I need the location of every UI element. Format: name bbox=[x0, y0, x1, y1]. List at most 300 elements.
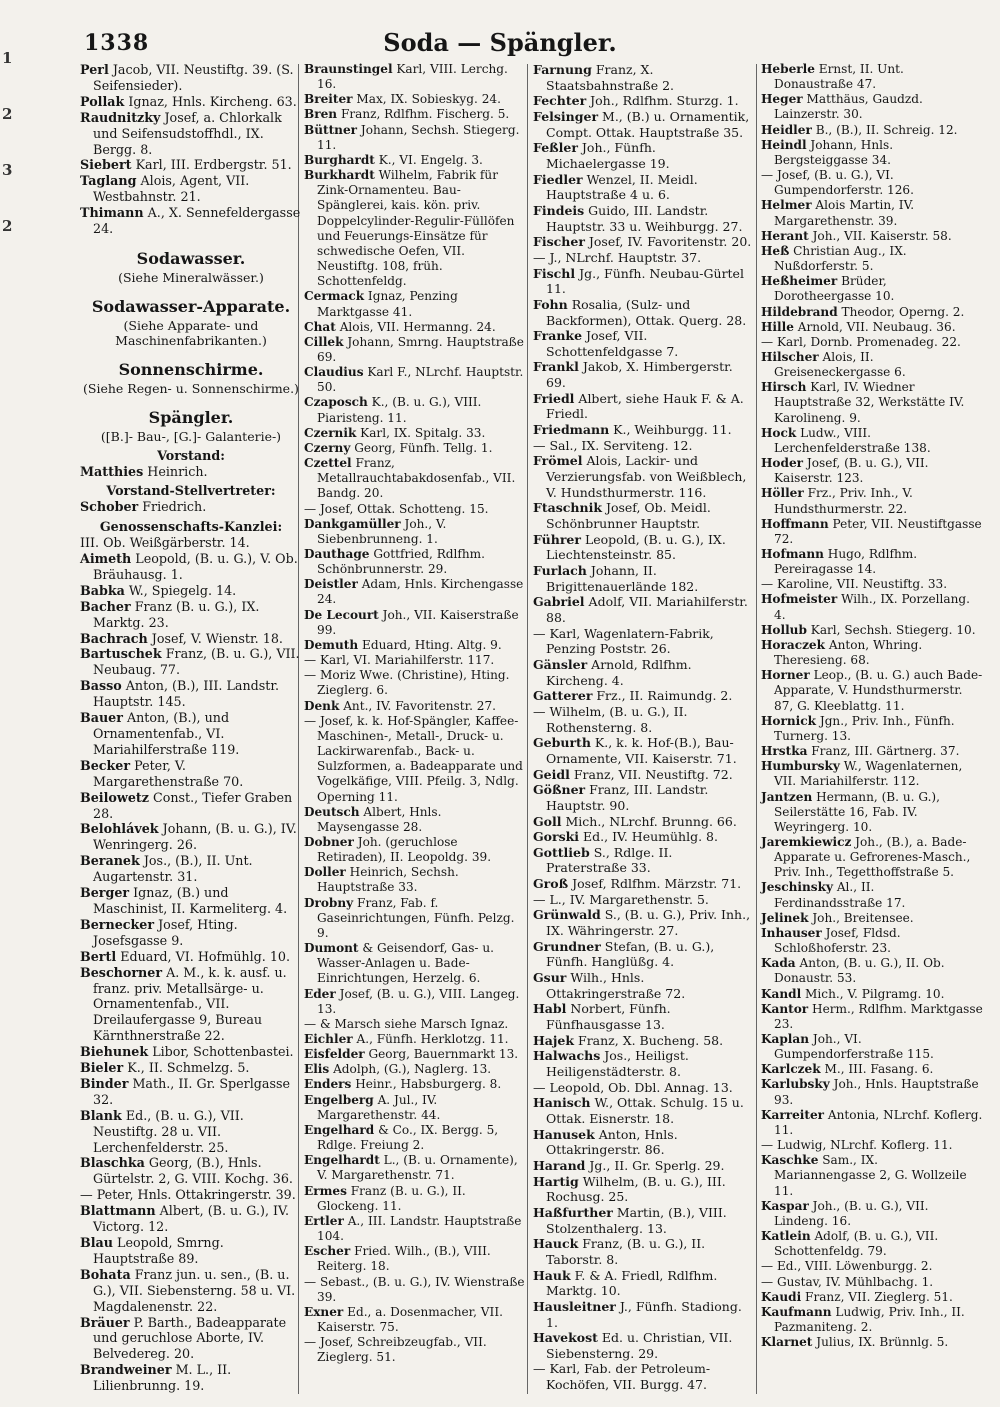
entry-name: Heidler bbox=[761, 122, 812, 137]
entry-name: Engelhard bbox=[304, 1122, 375, 1137]
directory-entry bbox=[533, 1204, 755, 1236]
directory-entry bbox=[304, 713, 526, 805]
directory-entry bbox=[80, 598, 302, 631]
directory-entry bbox=[533, 437, 755, 454]
entry-name: Halwachs bbox=[533, 1048, 601, 1064]
entry-name: Jelinek bbox=[761, 910, 809, 925]
entry-details: Mich., V. Pilgramg. 10. bbox=[801, 986, 945, 1001]
entry-name: Hauk bbox=[533, 1267, 571, 1283]
entry-details: J., Fünfh. Stadiong. 1. bbox=[546, 1298, 742, 1330]
entry-details: Franz, Metallrauchtabakdosenfab., VII. Bandg. 20. bbox=[317, 456, 516, 501]
entry-details: Friedrich. bbox=[138, 499, 207, 515]
directory-entry bbox=[304, 1304, 526, 1335]
entry-name: Hausleitner bbox=[533, 1298, 616, 1314]
directory-entry bbox=[304, 986, 526, 1017]
entry-name: Hofmann bbox=[761, 547, 824, 561]
directory-entry bbox=[80, 205, 302, 237]
entry-name: Blank bbox=[80, 1107, 122, 1123]
entry-details: W., Spiegelg. 14. bbox=[124, 582, 237, 598]
entry-name: Friedmann bbox=[533, 422, 610, 438]
directory-entry bbox=[761, 62, 983, 92]
entry-name: Gsur bbox=[533, 970, 567, 986]
entry-name: Enders bbox=[304, 1077, 352, 1092]
entry-name: Hock bbox=[761, 425, 797, 440]
entry-name: Humbursky bbox=[761, 759, 840, 774]
directory-entry bbox=[80, 157, 302, 173]
entry-name: Frömel bbox=[533, 453, 583, 469]
directory-entry bbox=[761, 834, 983, 880]
entry-details: Arnold, Rdlfhm. Kircheng. 4. bbox=[546, 656, 692, 688]
entry-details: Wilh., Hnls. Ottakringerstraße 72. bbox=[546, 970, 686, 1001]
entry-details: Franz, VII. Neustiftg. 72. bbox=[569, 766, 733, 782]
entry-name: Siebert bbox=[80, 157, 132, 173]
directory-entry bbox=[80, 1044, 302, 1060]
directory-entry bbox=[761, 137, 983, 168]
entry-name: Fiedler bbox=[533, 171, 583, 187]
entry-name: Goll bbox=[533, 813, 562, 829]
entry-details: Hermann, (B. u. G.), Seilerstätte 16, Fab. IV. Weyringerg. 10. bbox=[774, 789, 940, 834]
entry-details: Franz, VII. Zieglerg. 51. bbox=[801, 1289, 953, 1304]
directory-entry bbox=[761, 744, 983, 759]
entry-details: Josef, Hting. Josefsgasse 9. bbox=[93, 916, 238, 948]
directory-entry bbox=[761, 1304, 983, 1335]
directory-entry bbox=[304, 334, 526, 365]
entry-details: Franz, III. Gärtnerg. 37. bbox=[807, 744, 960, 759]
entry-details: Heinr., Habsburgerg. 8. bbox=[351, 1077, 502, 1092]
directory-entry bbox=[80, 1314, 302, 1363]
entry-name: Fischer bbox=[533, 234, 585, 250]
directory-entry bbox=[761, 516, 983, 547]
entry-details: — Karl, VI. Mariahilferstr. 117. bbox=[304, 653, 495, 668]
entry-details: S., Rdlge. II. Praterstraße 33. bbox=[546, 844, 673, 876]
directory-entry bbox=[761, 789, 983, 835]
entry-name: Heß bbox=[761, 243, 790, 258]
directory-entry bbox=[304, 941, 526, 986]
entry-details: F. & A. Friedl, Rdlfhm. Marktg. 10. bbox=[546, 1267, 718, 1299]
entry-name: Franke bbox=[533, 328, 583, 344]
directory-entry bbox=[533, 656, 755, 688]
entry-details: — Sal., IX. Serviteng. 12. bbox=[533, 437, 693, 453]
directory-entry bbox=[304, 1092, 526, 1123]
directory-entry bbox=[80, 1075, 302, 1108]
directory-entry bbox=[80, 1203, 302, 1235]
column-divider bbox=[756, 64, 757, 1394]
entry-name: Matthies bbox=[80, 463, 144, 479]
entry-name: Bacher bbox=[80, 598, 131, 614]
entry-details: Josef, VII. Schottenfeldgasse 7. bbox=[546, 328, 679, 359]
entry-details: Arnold, VII. Neubaug. 36. bbox=[793, 319, 956, 334]
directory-entry bbox=[533, 328, 755, 359]
entry-name: Bertl bbox=[80, 948, 117, 964]
column-3 bbox=[533, 62, 755, 1393]
entry-name: Braunstingel bbox=[304, 62, 393, 76]
column-1 bbox=[80, 62, 302, 1394]
directory-entry bbox=[761, 1259, 983, 1274]
entry-details: — Gustav, IV. Mühlbachg. 1. bbox=[761, 1274, 934, 1289]
entry-name: Ftaschnik bbox=[533, 500, 602, 516]
directory-entry bbox=[533, 1267, 755, 1299]
entry-name: Cillek bbox=[304, 334, 344, 349]
entry-name: Hoder bbox=[761, 456, 804, 471]
directory-entry bbox=[304, 865, 526, 895]
entry-details: K., k. k. Hof-(B.), Bau-Ornamente, VII. Kaiserstr. 71. bbox=[546, 735, 737, 766]
column-divider bbox=[527, 64, 528, 1394]
entry-details: Leopold, Smrng. Hauptstraße 89. bbox=[93, 1235, 224, 1266]
entry-name: Claudius bbox=[304, 365, 364, 380]
directory-entry bbox=[533, 1126, 755, 1158]
entry-name: Kaschke bbox=[761, 1153, 819, 1168]
entry-details: Matthäus, Gaudzd. Lainzerstr. 30. bbox=[774, 92, 923, 122]
entry-details: M., (B.) u. Ornamentik, Compt. Ottak. Hauptstraße 35. bbox=[546, 108, 750, 140]
section-subheading: Vorstand-Stellvertreter: bbox=[106, 483, 276, 499]
directory-entry bbox=[761, 274, 983, 304]
directory-entry bbox=[304, 547, 526, 577]
directory-entry bbox=[533, 202, 755, 234]
entry-details: Julius, IX. Brünnlg. 5. bbox=[812, 1335, 949, 1350]
entry-name: Pollak bbox=[80, 93, 125, 109]
directory-entry bbox=[80, 1060, 302, 1076]
entry-name: Gottlieb bbox=[533, 844, 590, 860]
directory-entry bbox=[304, 1062, 526, 1077]
entry-details: Heinrich, Sechsh. Hauptstraße 33. bbox=[317, 865, 459, 895]
directory-entry bbox=[761, 1032, 983, 1062]
entry-details: Joh., Hnls. Hauptstraße 93. bbox=[774, 1077, 979, 1107]
directory-entry bbox=[304, 668, 526, 698]
directory-entry bbox=[533, 563, 755, 594]
entry-details: Jakob, X. Himbergerstr. 69. bbox=[546, 359, 733, 391]
entry-details: — Moriz Wwe. (Christine), Hting. Zieglerg. 6. bbox=[304, 668, 510, 698]
entry-details: Franz jun. u. sen., (B. u. G.), VII. Siebensterng. 58 u. VI. Magdalenenstr. 22. bbox=[93, 1266, 296, 1314]
entry-details: Karl, III. Erdbergstr. 51. bbox=[131, 157, 292, 173]
entry-name: Escher bbox=[304, 1244, 351, 1259]
directory-entry bbox=[533, 688, 755, 704]
entry-details: Norbert, Fünfh. Fünfhausgasse 13. bbox=[546, 1001, 671, 1033]
entry-name: Hanisch bbox=[533, 1095, 591, 1111]
page-title: Soda — Spängler. bbox=[383, 28, 617, 57]
directory-entry bbox=[304, 516, 526, 547]
section-heading: Sodawasser-Apparate. bbox=[91, 296, 291, 316]
entry-details: Joh., (B. u. G.), VII. Lindeng. 16. bbox=[774, 1198, 929, 1228]
entry-name: De Lecourt bbox=[304, 607, 379, 622]
directory-entry bbox=[533, 938, 755, 970]
entry-name: Gatterer bbox=[533, 688, 593, 704]
entry-name: Blaschka bbox=[80, 1155, 145, 1171]
entry-details: A., III. Landstr. Hauptstraße 104. bbox=[317, 1213, 522, 1244]
entry-details: — L., IV. Margarethenstr. 5. bbox=[533, 891, 709, 907]
entry-name: Katlein bbox=[761, 1229, 811, 1244]
entry-details: Hugo, Rdlfhm. Pereiragasse 14. bbox=[774, 547, 918, 577]
directory-entry bbox=[304, 1047, 526, 1062]
entry-details: Alois Martin, IV. Margarethenstr. 39. bbox=[774, 198, 915, 228]
entry-details: Adolph, (G.), Naglerg. 13. bbox=[329, 1062, 492, 1077]
entry-details: W., Ottak. Schulg. 15 u. Ottak. Eisnerstr. 18. bbox=[546, 1095, 744, 1126]
entry-details: M. L., II. Lilienbrunng. 19. bbox=[93, 1362, 232, 1394]
directory-entry bbox=[761, 956, 983, 986]
directory-entry bbox=[304, 168, 526, 289]
entry-details: Franz, Rdlfhm. Fischerg. 5. bbox=[337, 107, 510, 122]
directory-entry bbox=[761, 1198, 983, 1229]
entry-details: Const., Tiefer Graben 28. bbox=[93, 789, 293, 821]
directory-entry bbox=[304, 289, 526, 319]
entry-name: Bohata bbox=[80, 1266, 131, 1282]
directory-entry bbox=[533, 829, 755, 845]
directory-entry bbox=[761, 1107, 983, 1138]
entry-details: Joh., VI. Gumpendorferstraße 115. bbox=[774, 1032, 934, 1062]
entry-details: Anton, (B.), und Ornamentenfab., VI. Mariahilferstraße 119. bbox=[93, 710, 240, 757]
entry-name: Gorski bbox=[533, 829, 580, 845]
directory-entry bbox=[304, 1122, 526, 1153]
section-note: (Siehe Regen- u. Sonnenschirme.) bbox=[83, 380, 299, 396]
entry-name: Feßler bbox=[533, 140, 578, 156]
directory-entry bbox=[304, 698, 526, 714]
directory-entry bbox=[533, 265, 755, 297]
directory-entry bbox=[80, 109, 302, 158]
entry-details: — Sebast., (B. u. G.), IV. Wienstraße 39. bbox=[304, 1274, 525, 1304]
directory-entry bbox=[80, 1187, 302, 1203]
entry-name: Raudnitzky bbox=[80, 109, 161, 125]
entry-details: Eduard, Hting. Altg. 9. bbox=[358, 637, 502, 652]
entry-details: Rosalia, (Sulz- und Backformen), Ottak. Querg. 28. bbox=[546, 296, 747, 328]
entry-name: Karlczek bbox=[761, 1062, 821, 1077]
entry-name: Kada bbox=[761, 956, 796, 971]
directory-entry bbox=[533, 500, 755, 532]
entry-details: Leop., (B. u. G.) auch Bade-Apparate, V. Hundsthurmerstr. 87, G. Kleeblattg. 11. bbox=[774, 668, 983, 713]
entry-name: Haßfurther bbox=[533, 1204, 613, 1220]
directory-entry bbox=[80, 499, 302, 515]
entry-name: Karlubsky bbox=[761, 1077, 830, 1092]
entry-name: Fechter bbox=[533, 93, 587, 109]
directory-entry bbox=[761, 304, 983, 320]
directory-entry bbox=[80, 62, 302, 94]
entry-details: Karl, VIII. Lerchg. 16. bbox=[317, 62, 508, 92]
entry-name: Eisfelder bbox=[304, 1047, 365, 1062]
directory-entry bbox=[304, 895, 526, 941]
entry-name: Gabriel bbox=[533, 594, 585, 610]
directory-entry bbox=[761, 1153, 983, 1198]
directory-entry bbox=[533, 1048, 755, 1079]
directory-entry bbox=[533, 453, 755, 500]
entry-name: Perl bbox=[80, 62, 109, 77]
entry-details: — Ed., VIII. Löwenburgg. 2. bbox=[761, 1259, 933, 1274]
entry-name: Eichler bbox=[304, 1032, 353, 1046]
entry-details: Fried. Wilh., (B.), VIII. Reiterg. 18. bbox=[317, 1244, 491, 1274]
directory-entry bbox=[761, 1138, 983, 1153]
section-note: (Siehe Apparate- und Maschinenfabrikanten.) bbox=[115, 317, 267, 348]
directory-entry bbox=[304, 834, 526, 865]
directory-entry bbox=[761, 1077, 983, 1107]
entry-details: Ludw., VIII. Lerchenfelderstraße 138. bbox=[774, 425, 931, 455]
entry-name: Havekost bbox=[533, 1330, 598, 1346]
entry-details: Jacob, VII. Neustiftg. 39. (S. Seifensieder). bbox=[93, 62, 294, 93]
entry-details: S., (B. u. G.), Priv. Inh., IX. Währingerstr. 27. bbox=[546, 907, 751, 939]
entry-name: Horner bbox=[761, 668, 810, 683]
entry-details: M., III. Fasang. 6. bbox=[820, 1062, 934, 1077]
entry-details: A. Jul., IV. Margarethenstr. 44. bbox=[317, 1092, 441, 1122]
directory-entry bbox=[761, 1274, 983, 1290]
directory-entry bbox=[533, 891, 755, 908]
directory-entry bbox=[533, 1001, 755, 1033]
entry-details: Johann, (B. u. G.), IV. Wenringerg. 26. bbox=[93, 821, 297, 853]
directory-entry bbox=[304, 1213, 526, 1244]
entry-details: Franz, III. Landstr. Hauptstr. 90. bbox=[546, 782, 709, 813]
directory-entry bbox=[761, 168, 983, 198]
entry-name: Bachrach bbox=[80, 630, 148, 646]
entry-name: Dumont bbox=[304, 941, 359, 956]
entry-name: Hanusek bbox=[533, 1126, 595, 1142]
directory-entry bbox=[761, 228, 983, 244]
edge-marks bbox=[2, 30, 16, 254]
entry-name: Burghardt bbox=[304, 152, 375, 167]
entry-name: Kaspar bbox=[761, 1198, 809, 1213]
entry-name: Hille bbox=[761, 319, 794, 334]
entry-name: Belohlávek bbox=[80, 821, 159, 837]
entry-details: Franz, (B. u. G.), II. Taborstr. 8. bbox=[546, 1236, 706, 1267]
entry-details: Franz, Fab. f. Gaseinrichtungen, Fünfh. Pelzg. 9. bbox=[317, 895, 515, 940]
directory-entry bbox=[533, 1079, 755, 1096]
entry-details: Jg., Fünfh. Neubau-Gürtel 11. bbox=[546, 265, 744, 297]
directory-entry bbox=[533, 531, 755, 563]
entry-name: Jaremkiewicz bbox=[761, 834, 852, 849]
entry-name: Breiter bbox=[304, 92, 353, 107]
entry-name: Biehunek bbox=[80, 1044, 149, 1060]
directory-entry bbox=[761, 637, 983, 668]
entry-details: — Peter, Hnls. Ottakringerstr. 39. bbox=[80, 1187, 296, 1203]
directory-entry bbox=[761, 486, 983, 516]
entry-details: Gottfried, Rdlfhm. Schönbrunnerstr. 29. bbox=[317, 547, 485, 577]
directory-entry bbox=[304, 319, 526, 335]
directory-entry bbox=[80, 885, 302, 917]
directory-entry bbox=[761, 592, 983, 622]
entry-details: Josef, Ob. Meidl. Schönbrunner Hauptstr. bbox=[546, 500, 711, 532]
entry-details: — Josef, (B. u. G.), VI. Gumpendorferstr. 126. bbox=[761, 168, 914, 198]
entry-name: Hofmeister bbox=[761, 592, 838, 607]
directory-entry bbox=[761, 122, 983, 138]
directory-entry bbox=[304, 804, 526, 835]
section-subheading: Vorstand: bbox=[157, 447, 225, 463]
entry-details: — Karl, Wagenlatern-Fabrik, Penzing Poststr. 26. bbox=[533, 625, 714, 657]
entry-details: A., X. Sennefeldergasse 24. bbox=[93, 205, 301, 237]
entry-details: Herm., Rdlfhm. Marktgasse 23. bbox=[774, 1001, 983, 1031]
entry-name: Kaplan bbox=[761, 1032, 810, 1046]
entry-name: Elis bbox=[304, 1062, 330, 1077]
entry-details: Mich., NLrchf. Brunng. 66. bbox=[561, 813, 737, 829]
entry-name: Thimann bbox=[80, 205, 144, 221]
entry-details: P. Barth., Badeapparate und geruchlose Aborte, IV. Belvedereg. 20. bbox=[93, 1314, 287, 1362]
directory-entry bbox=[533, 249, 755, 266]
entry-details: Frz., Priv. Inh., V. Hundsthurmerstr. 22. bbox=[774, 486, 913, 516]
entry-details: Ant., IV. Favoritenstr. 27. bbox=[339, 698, 496, 713]
entry-name: Farnung bbox=[533, 62, 592, 77]
entry-details: Joh., Rdlfhm. Sturzg. 1. bbox=[586, 93, 739, 109]
directory-entry bbox=[761, 425, 983, 456]
entry-details: Leopold, (B. u. G.), V. Ob. Bräuhausg. 1. bbox=[93, 551, 298, 582]
directory-entry bbox=[761, 1001, 983, 1032]
directory-entry bbox=[761, 1062, 983, 1077]
entry-name: Demuth bbox=[304, 637, 359, 652]
column-2 bbox=[304, 62, 526, 1365]
directory-entry bbox=[80, 93, 302, 110]
entry-details: Georg, (B.), Hnls. Gürtelstr. 2, G. VIII. Kochg. 36. bbox=[93, 1155, 293, 1187]
entry-name: Exner bbox=[304, 1304, 344, 1319]
directory-entry bbox=[304, 577, 526, 607]
entry-name: Habl bbox=[533, 1001, 567, 1017]
entry-details: Ed. u. Christian, VII. Siebensterng. 29. bbox=[546, 1330, 733, 1361]
directory-entry bbox=[80, 821, 302, 853]
entry-details: Joh., V. Siebenbrunneng. 1. bbox=[317, 516, 447, 546]
entry-name: Engelberg bbox=[304, 1092, 374, 1107]
directory-entry bbox=[304, 365, 526, 395]
entry-details: — & Marsch siehe Marsch Ignaz. bbox=[304, 1016, 509, 1031]
directory-entry bbox=[533, 703, 755, 735]
entry-name: Kaudi bbox=[761, 1289, 802, 1304]
entry-details: L., (B. u. Ornamente), V. Margarethenstr. 71. bbox=[317, 1153, 518, 1183]
entry-details: Johann, Sechsh. Stiegerg. 11. bbox=[317, 122, 520, 152]
entry-name: Klarnet bbox=[761, 1335, 813, 1350]
directory-entry bbox=[761, 198, 983, 228]
entry-name: Hildebrand bbox=[761, 304, 838, 319]
entry-name: Hirsch bbox=[761, 380, 807, 395]
entry-name: Blau bbox=[80, 1235, 113, 1250]
directory-entry bbox=[80, 757, 302, 790]
entry-name: Binder bbox=[80, 1075, 129, 1091]
directory-entry bbox=[304, 1274, 526, 1305]
entry-details: A. M., k. k. ausf. u. franz. priv. Metallsärge- u. Ornamentenfab., VII. Dreilaufergasse 9, Bureau Kärnthnerstraße 22. bbox=[93, 964, 287, 1044]
entry-details: Franz, X. Bucheng. 58. bbox=[574, 1032, 724, 1048]
entry-details: Franz (B. u. G.), II. Glockeng. 11. bbox=[317, 1183, 466, 1213]
entry-details: Karl, Sechsh. Stiegerg. 10. bbox=[806, 622, 976, 637]
directory-entry bbox=[761, 547, 983, 577]
entry-details: Anton, Hnls. Ottakringerstr. 86. bbox=[546, 1126, 678, 1158]
entry-details: — Leopold, Ob. Dbl. Annag. 13. bbox=[533, 1079, 733, 1095]
entry-details: Christian Aug., IX. Nußdorferstr. 5. bbox=[774, 243, 907, 274]
directory-entry bbox=[533, 1095, 755, 1126]
entry-details: — Karoline, VII. Neustiftg. 33. bbox=[761, 577, 948, 592]
directory-entry bbox=[533, 1173, 755, 1205]
directory-entry bbox=[761, 759, 983, 789]
entry-details: Josef, Rdlfhm. Märzstr. 71. bbox=[568, 876, 742, 892]
section-note: (Siehe Mineralwässer.) bbox=[118, 269, 264, 285]
entry-name: Beranek bbox=[80, 853, 140, 869]
entry-name: Bräuer bbox=[80, 1314, 130, 1330]
entry-details: Brüder, Dorotheergasse 10. bbox=[774, 274, 895, 304]
directory-entry bbox=[761, 577, 983, 592]
directory-entry bbox=[533, 594, 755, 625]
entry-name: Inhauser bbox=[761, 925, 822, 940]
entry-name: Czaposch bbox=[304, 395, 368, 410]
entry-name: Schober bbox=[80, 499, 139, 515]
entry-details: Ignaz, Penzing Marktgasse 41. bbox=[317, 289, 458, 319]
entry-details: Alois, Lackir- und Verzierungsfab. von Weißblech, V. Hundsthurmerstr. 116. bbox=[546, 453, 747, 500]
entry-details: Josef, (B. u. G.), VIII. Langeg. 13. bbox=[317, 986, 520, 1016]
entry-name: Jantzen bbox=[761, 789, 813, 804]
directory-entry bbox=[761, 925, 983, 956]
directory-entry bbox=[533, 782, 755, 813]
entry-details: Josef, V. Wienstr. 18. bbox=[147, 630, 283, 646]
entry-name: Hoffmann bbox=[761, 516, 829, 531]
directory-entry bbox=[761, 456, 983, 486]
entry-details: Joh. (geruchlose Retiraden), II. Leopoldg. 39. bbox=[317, 834, 492, 865]
directory-entry bbox=[761, 349, 983, 380]
entry-name: Cermack bbox=[304, 289, 365, 304]
directory-entry bbox=[304, 92, 526, 107]
entry-name: Ermes bbox=[304, 1183, 347, 1198]
entry-details: Franz (B. u. G.), IX. Marktg. 23. bbox=[93, 598, 260, 630]
entry-details: Josef, IV. Favoritenstr. 20. bbox=[584, 234, 752, 250]
page-number: 1338 bbox=[84, 30, 150, 56]
directory-entry bbox=[80, 551, 302, 583]
entry-name: Drobny bbox=[304, 895, 354, 910]
entry-name: Eder bbox=[304, 986, 336, 1001]
